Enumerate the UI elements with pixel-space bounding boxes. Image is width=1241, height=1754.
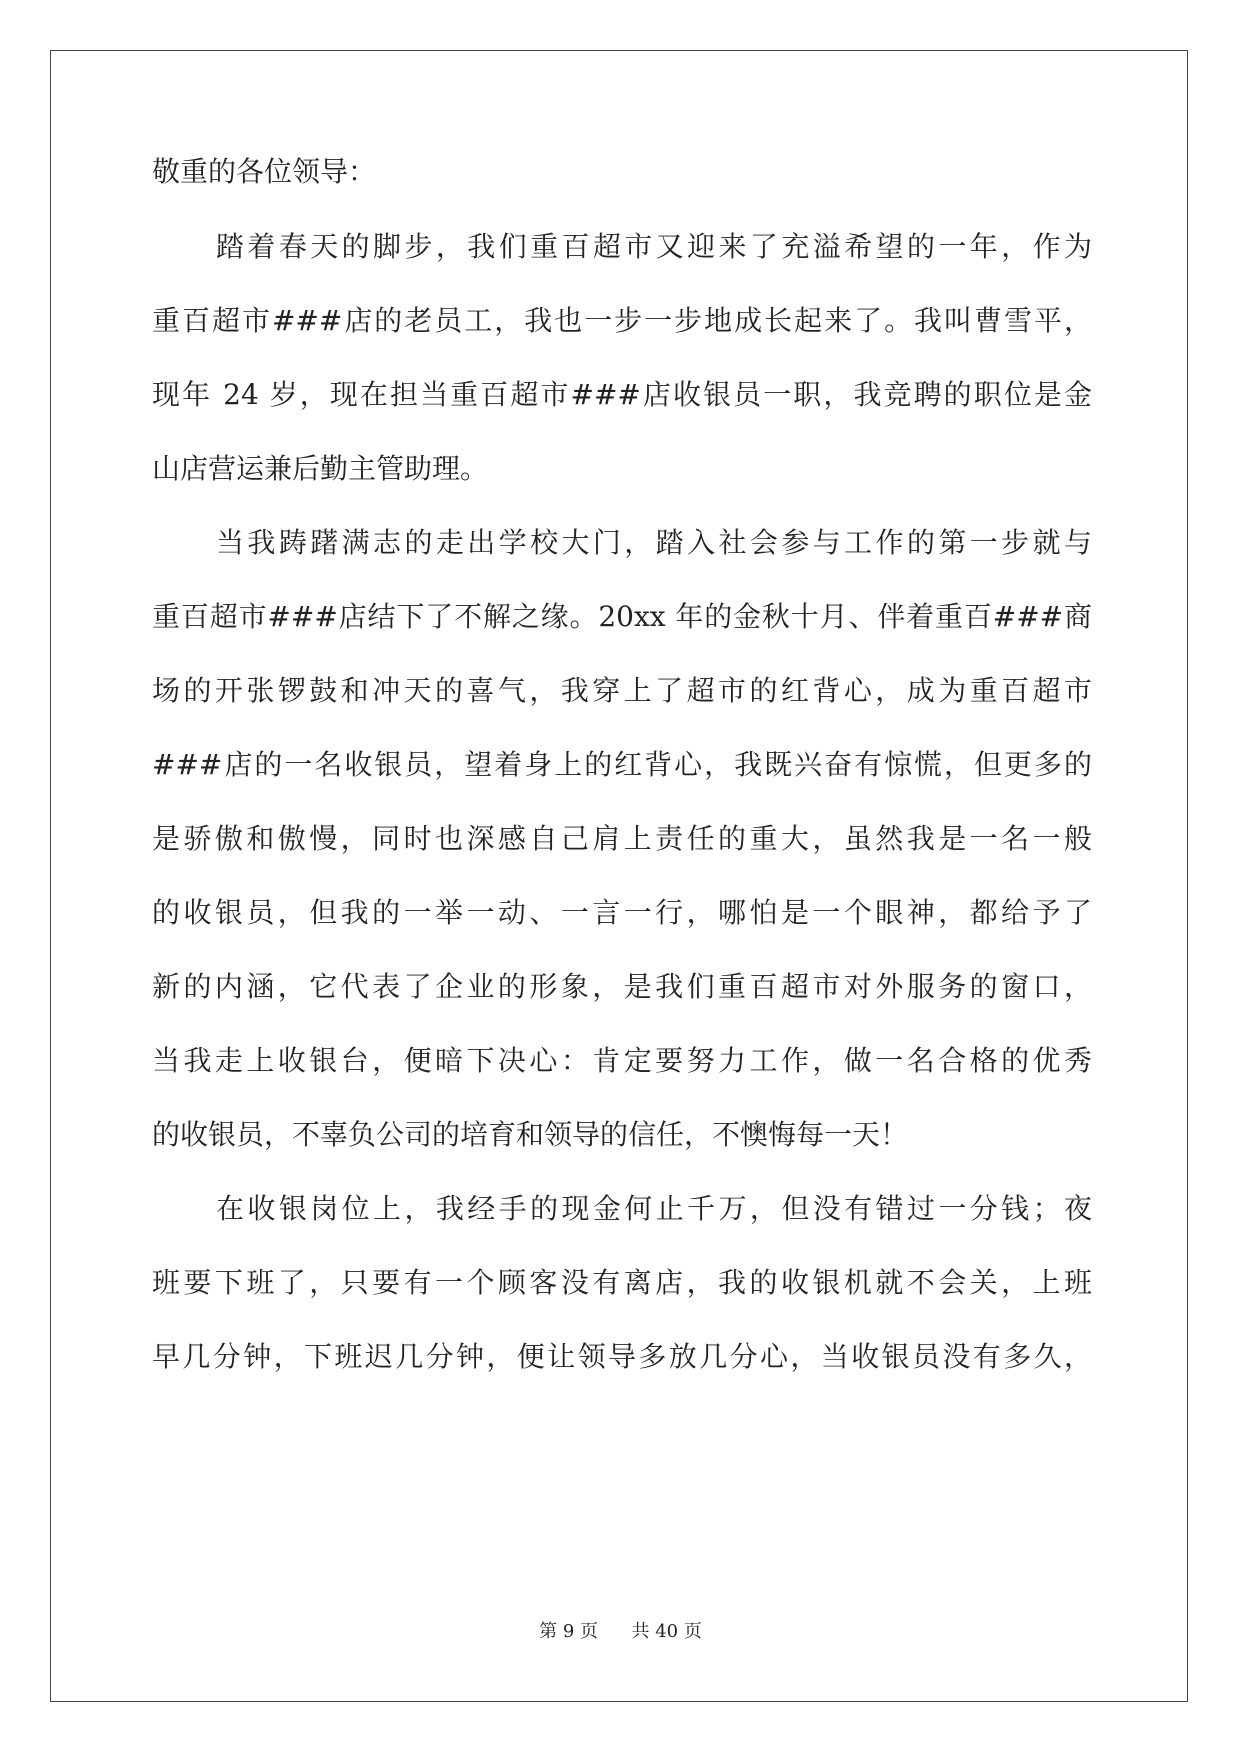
paragraph-line: 场的开张锣鼓和冲天的喜气，我穿上了超市的红背心，成为重百超市 (152, 674, 1092, 707)
page-total: 共 40 页 (631, 1621, 702, 1642)
page-border (50, 50, 1188, 1702)
paragraph-line: 踏着春天的脚步，我们重百超市又迎来了充溢希望的一年，作为 (216, 230, 1092, 263)
paragraph-line: ###店的一名收银员，望着身上的红背心，我既兴奋有惊慌，但更多的 (152, 748, 1092, 781)
paragraph-line: 现年 24 岁，现在担当重百超市###店收银员一职，我竞聘的职位是金 (152, 378, 1092, 411)
paragraph-line: 班要下班了，只要有一个顾客没有离店，我的收银机就不会关，上班 (152, 1266, 1092, 1299)
salutation: 敬重的各位领导： (152, 155, 377, 188)
paragraph-line: 是骄傲和傲慢，同时也深感自己肩上责任的重大，虽然我是一名一般 (152, 822, 1092, 855)
paragraph-line: 当我踌躇满志的走出学校大门，踏入社会参与工作的第一步就与 (216, 526, 1092, 559)
paragraph-line: 早几分钟，下班迟几分钟，便让领导多放几分心，当收银员没有多久， (152, 1340, 1092, 1373)
paragraph-line: 的收银员，不辜负公司的培育和领导的信任，不懊悔每一天！ (152, 1118, 909, 1151)
paragraph-line: 新的内涵，它代表了企业的形象，是我们重百超市对外服务的窗口， (152, 970, 1092, 1003)
paragraph-line: 在收银岗位上，我经手的现金何止千万，但没有错过一分钱；夜 (216, 1192, 1092, 1225)
paragraph-line: 重百超市###店结下了不解之缘。20xx 年的金秋十月、伴着重百###商 (152, 600, 1092, 633)
paragraph-line: 重百超市###店的老员工，我也一步一步地成长起来了。我叫曹雪平， (152, 304, 1092, 337)
paragraph-line: 山店营运兼后勤主管助理。 (152, 452, 489, 485)
page-footer (0, 1620, 1241, 1644)
page-number: 第 9 页 (539, 1621, 599, 1642)
paragraph-line: 的收银员，但我的一举一动、一言一行，哪怕是一个眼神，都给予了 (152, 896, 1092, 929)
paragraph-line: 当我走上收银台，便暗下决心：肯定要努力工作，做一名合格的优秀 (152, 1044, 1092, 1077)
